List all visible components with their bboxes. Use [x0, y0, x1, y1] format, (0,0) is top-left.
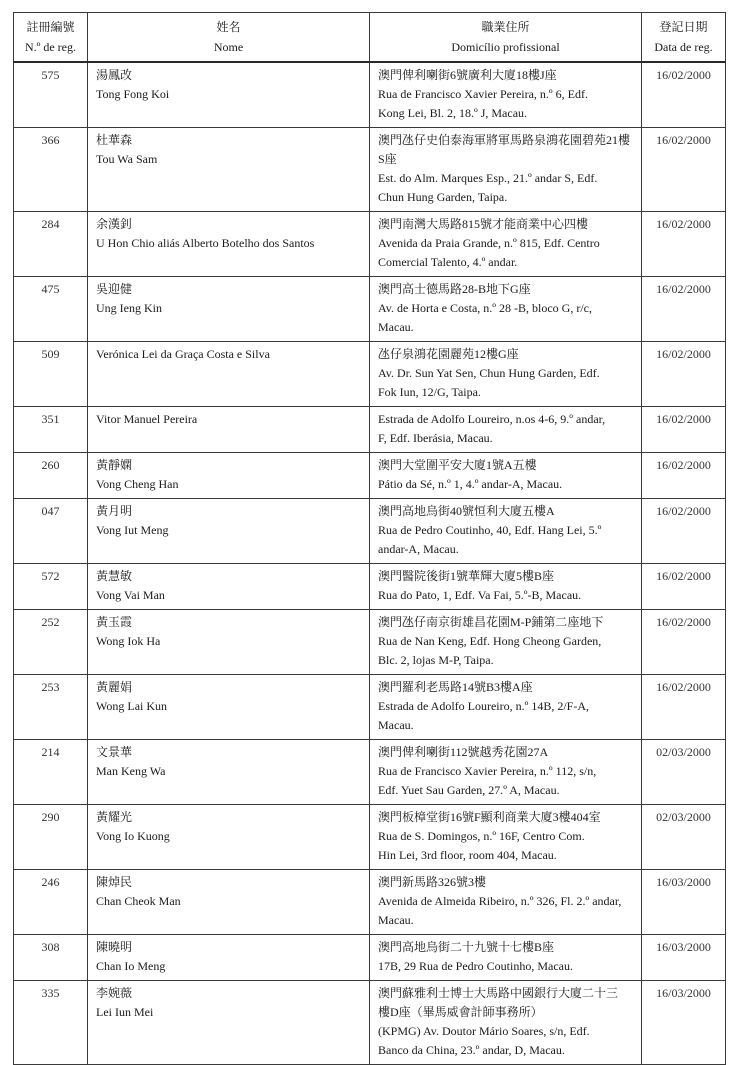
address-line: Av. de Horta e Costa, n.º 28 -B, bloco G, r/c,	[378, 301, 593, 315]
table-row	[14, 675, 726, 740]
name-cell	[88, 935, 370, 981]
address-line: Rua do Pato, 1, Edf. Va Fai, 5.º-B, Macau.	[378, 588, 582, 602]
name-chinese: 余漢釗	[96, 217, 133, 231]
date-cell	[642, 62, 726, 128]
address-cell	[370, 675, 642, 740]
reg-number-cell	[14, 342, 88, 407]
reg-number-cell	[14, 128, 88, 212]
header-addr-pt: Domicílio profissional	[451, 40, 560, 54]
reg-number: 253	[41, 680, 60, 694]
reg-date: 16/02/2000	[656, 217, 711, 231]
date-cell	[642, 870, 726, 935]
name-chinese: 陳焯民	[96, 875, 133, 889]
address-line: F, Edf. Iberásia, Macau.	[378, 431, 493, 445]
name-cell	[88, 564, 370, 610]
reg-number-cell	[14, 212, 88, 277]
address-line: 樓D座（畢馬威會計師事務所）	[378, 1005, 543, 1019]
name-cell	[88, 212, 370, 277]
name-chinese: 黃耀光	[96, 810, 133, 824]
name-cell	[88, 277, 370, 342]
name-latin: Verónica Lei da Graça Costa e Silva	[96, 347, 270, 361]
name-chinese: 湯鳳改	[96, 68, 133, 82]
header-name-zh: 姓名	[216, 20, 241, 34]
name-latin: Lei Iun Mei	[96, 1005, 154, 1019]
name-chinese: 黃月明	[96, 504, 133, 518]
address-line: 氹仔泉鴻花園麗苑12樓G座	[378, 347, 519, 361]
address-line: Chun Hung Garden, Taipa.	[378, 190, 508, 204]
address-line: Pátio da Sé, n.º 1, 4.º andar-A, Macau.	[378, 477, 563, 491]
table-row	[14, 981, 726, 1065]
header-date	[642, 13, 726, 63]
reg-number: 047	[41, 504, 60, 518]
address-cell	[370, 453, 642, 499]
address-line: Avenida da Praia Grande, n.º 815, Edf. Centro	[378, 236, 600, 250]
reg-number: 575	[41, 68, 60, 82]
address-cell	[370, 212, 642, 277]
name-cell	[88, 62, 370, 128]
address-cell	[370, 407, 642, 453]
reg-number: 335	[41, 986, 60, 1000]
address-line: 澳門氹仔南京街雄昌花園M-P鋪第二座地下	[378, 615, 604, 629]
address-cell	[370, 277, 642, 342]
table-body	[14, 62, 726, 1065]
table-row	[14, 453, 726, 499]
address-line: Rua de S. Domingos, n.º 16F, Centro Com.	[378, 829, 585, 843]
address-cell	[370, 740, 642, 805]
address-line: Fok Iun, 12/G, Taipa.	[378, 385, 481, 399]
address-line: Edf. Yuet Sau Garden, 27.º A, Macau.	[378, 783, 560, 797]
name-latin: Vong Vai Man	[96, 588, 165, 602]
reg-date: 02/03/2000	[656, 810, 711, 824]
reg-date: 16/02/2000	[656, 347, 711, 361]
reg-number: 351	[41, 412, 60, 426]
header-addr-zh: 職業住所	[481, 20, 530, 34]
header-reg-pt: N.º de reg.	[24, 40, 77, 54]
address-cell	[370, 62, 642, 128]
address-line: Macau.	[378, 718, 414, 732]
address-line: Kong Lei, Bl. 2, 18.º J, Macau.	[378, 106, 528, 120]
reg-date: 16/02/2000	[656, 569, 711, 583]
address-cell	[370, 610, 642, 675]
reg-number-cell	[14, 610, 88, 675]
reg-number-cell	[14, 453, 88, 499]
date-cell	[642, 610, 726, 675]
date-cell	[642, 342, 726, 407]
date-cell	[642, 981, 726, 1065]
date-cell	[642, 499, 726, 564]
date-cell	[642, 212, 726, 277]
name-cell	[88, 675, 370, 740]
address-line: Rua de Francisco Xavier Pereira, n.º 6, Edf.	[378, 87, 588, 101]
reg-date: 16/02/2000	[656, 615, 711, 629]
date-cell	[642, 805, 726, 870]
name-latin: Chan Io Meng	[96, 959, 166, 973]
address-line: 澳門氹仔史伯泰海軍將軍馬路泉鴻花園碧苑21樓	[378, 133, 631, 147]
reg-date: 16/02/2000	[656, 412, 711, 426]
address-line: (KPMG) Av. Doutor Mário Soares, s/n, Edf.	[378, 1024, 590, 1038]
address-line: Est. do Alm. Marques Esp., 21.º andar S, Edf.	[378, 171, 598, 185]
reg-date: 16/02/2000	[656, 133, 711, 147]
reg-number-cell	[14, 277, 88, 342]
header-name	[88, 13, 370, 63]
address-line: Av. Dr. Sun Yat Sen, Chun Hung Garden, Edf.	[378, 366, 600, 380]
table-row	[14, 277, 726, 342]
reg-number: 475	[41, 282, 60, 296]
address-line: Comercial Talento, 4.º andar.	[378, 255, 518, 269]
header-date-pt: Data de reg.	[654, 40, 713, 54]
address-cell	[370, 935, 642, 981]
reg-date: 16/03/2000	[656, 986, 711, 1000]
table-row	[14, 212, 726, 277]
reg-number: 572	[41, 569, 60, 583]
table-row	[14, 564, 726, 610]
date-cell	[642, 277, 726, 342]
date-cell	[642, 564, 726, 610]
date-cell	[642, 128, 726, 212]
name-chinese: 黃麗娟	[96, 680, 133, 694]
table-row	[14, 610, 726, 675]
name-chinese: 黃玉霞	[96, 615, 133, 629]
reg-number-cell	[14, 675, 88, 740]
name-chinese: 吳迎健	[96, 282, 133, 296]
address-line: 澳門蘇雅利士博士大馬路中國銀行大廈二十三	[378, 986, 619, 1000]
address-cell	[370, 870, 642, 935]
address-line: 澳門大堂圍平安大廈1號A五樓	[378, 458, 537, 472]
address-line: S座	[378, 152, 397, 166]
reg-number: 290	[41, 810, 60, 824]
name-latin: Wong Lai Kun	[96, 699, 168, 713]
address-line: Rua de Francisco Xavier Pereira, n.º 112, s/n,	[378, 764, 597, 778]
address-line: Macau.	[378, 320, 414, 334]
reg-date: 16/02/2000	[656, 282, 711, 296]
address-line: Avenida de Almeida Ribeiro, n.º 326, Fl. 2.º andar,	[378, 894, 622, 908]
address-line: Blc. 2, lojas M-P, Taipa.	[378, 653, 494, 667]
name-latin: Tou Wa Sam	[96, 152, 158, 166]
address-line: 澳門板樟堂街16號F顯利商業大廈3樓404室	[378, 810, 601, 824]
address-line: Estrada de Adolfo Loureiro, n.os 4-6, 9.º andar,	[378, 412, 606, 426]
reg-date: 16/02/2000	[656, 680, 711, 694]
table-row	[14, 740, 726, 805]
address-cell	[370, 564, 642, 610]
reg-date: 16/03/2000	[656, 940, 711, 954]
table-header	[14, 13, 726, 63]
reg-number: 214	[41, 745, 60, 759]
name-chinese: 李婉薇	[96, 986, 133, 1000]
name-cell	[88, 870, 370, 935]
reg-number-cell	[14, 870, 88, 935]
reg-number-cell	[14, 62, 88, 128]
reg-date: 16/03/2000	[656, 875, 711, 889]
name-cell	[88, 407, 370, 453]
name-chinese: 杜華森	[96, 133, 133, 147]
reg-number-cell	[14, 499, 88, 564]
address-line: Hin Lei, 3rd floor, room 404, Macau.	[378, 848, 557, 862]
table-row	[14, 342, 726, 407]
name-chinese: 陳曉明	[96, 940, 133, 954]
address-line: Rua de Pedro Coutinho, 40, Edf. Hang Lei, 5.º	[378, 523, 602, 537]
name-latin: U Hon Chio aliás Alberto Botelho dos Santos	[96, 236, 315, 250]
registry-sheet	[13, 12, 725, 1065]
reg-number: 252	[41, 615, 60, 629]
reg-number: 308	[41, 940, 60, 954]
address-line: Rua de Nan Keng, Edf. Hong Cheong Garden,	[378, 634, 602, 648]
address-line: 澳門俾利喇街112號越秀花園27A	[378, 745, 549, 759]
date-cell	[642, 935, 726, 981]
address-line: 澳門新馬路326號3樓	[378, 875, 487, 889]
name-cell	[88, 981, 370, 1065]
address-line: 澳門俾利喇街6號廣利大廈18樓J座	[378, 68, 557, 82]
name-cell	[88, 342, 370, 407]
name-chinese: 文景華	[96, 745, 133, 759]
header-address	[370, 13, 642, 63]
reg-number-cell	[14, 805, 88, 870]
reg-date: 16/02/2000	[656, 458, 711, 472]
name-cell	[88, 805, 370, 870]
address-cell	[370, 805, 642, 870]
name-cell	[88, 499, 370, 564]
address-line: 澳門醫院後街1號華輝大廈5樓B座	[378, 569, 555, 583]
address-line: 澳門高地烏街二十九號十七樓B座	[378, 940, 555, 954]
address-line: 澳門高地烏街40號恒利大廈五樓A	[378, 504, 555, 518]
name-cell	[88, 453, 370, 499]
reg-number: 260	[41, 458, 60, 472]
address-line: andar-A, Macau.	[378, 542, 459, 556]
table-row	[14, 805, 726, 870]
reg-number: 509	[41, 347, 60, 361]
reg-number: 366	[41, 133, 60, 147]
header-row	[14, 13, 726, 63]
header-reg-zh: 註冊編號	[26, 20, 75, 34]
address-cell	[370, 981, 642, 1065]
table-row	[14, 499, 726, 564]
address-cell	[370, 499, 642, 564]
reg-date: 16/02/2000	[656, 68, 711, 82]
address-cell	[370, 342, 642, 407]
address-line: Estrada de Adolfo Loureiro, n.º 14B, 2/F-A,	[378, 699, 590, 713]
reg-number: 246	[41, 875, 60, 889]
name-latin: Man Keng Wa	[96, 764, 166, 778]
table-row	[14, 870, 726, 935]
date-cell	[642, 675, 726, 740]
table-row	[14, 128, 726, 212]
date-cell	[642, 407, 726, 453]
table-row	[14, 407, 726, 453]
reg-number-cell	[14, 740, 88, 805]
name-cell	[88, 610, 370, 675]
reg-date: 16/02/2000	[656, 504, 711, 518]
registry-table	[13, 12, 726, 1065]
name-latin: Ung Ieng Kin	[96, 301, 162, 315]
reg-number-cell	[14, 564, 88, 610]
address-line: Macau.	[378, 913, 414, 927]
date-cell	[642, 740, 726, 805]
reg-number-cell	[14, 935, 88, 981]
header-reg-number	[14, 13, 88, 63]
address-line: Banco da China, 23.º andar, D, Macau.	[378, 1043, 565, 1057]
table-row	[14, 935, 726, 981]
name-latin: Vitor Manuel Pereira	[96, 412, 198, 426]
name-chinese: 黃靜嫻	[96, 458, 133, 472]
name-cell	[88, 740, 370, 805]
name-latin: Vong Io Kuong	[96, 829, 170, 843]
reg-number-cell	[14, 407, 88, 453]
header-name-pt: Nome	[213, 40, 244, 54]
name-cell	[88, 128, 370, 212]
address-line: 17B, 29 Rua de Pedro Coutinho, Macau.	[378, 959, 573, 973]
name-latin: Vong Cheng Han	[96, 477, 179, 491]
name-latin: Tong Fong Koi	[96, 87, 170, 101]
address-line: 澳門羅利老馬路14號B3樓A座	[378, 680, 533, 694]
address-cell	[370, 128, 642, 212]
address-line: 澳門高士德馬路28-B地下G座	[378, 282, 531, 296]
reg-date: 02/03/2000	[656, 745, 711, 759]
table-row	[14, 62, 726, 128]
name-chinese: 黃慧敏	[96, 569, 133, 583]
address-line: 澳門南灣大馬路815號才能商業中心四樓	[378, 217, 589, 231]
name-latin: Chan Cheok Man	[96, 894, 181, 908]
reg-number-cell	[14, 981, 88, 1065]
name-latin: Wong Iok Ha	[96, 634, 161, 648]
header-date-zh: 登記日期	[659, 20, 708, 34]
reg-number: 284	[41, 217, 60, 231]
date-cell	[642, 453, 726, 499]
name-latin: Vong Iut Meng	[96, 523, 169, 537]
